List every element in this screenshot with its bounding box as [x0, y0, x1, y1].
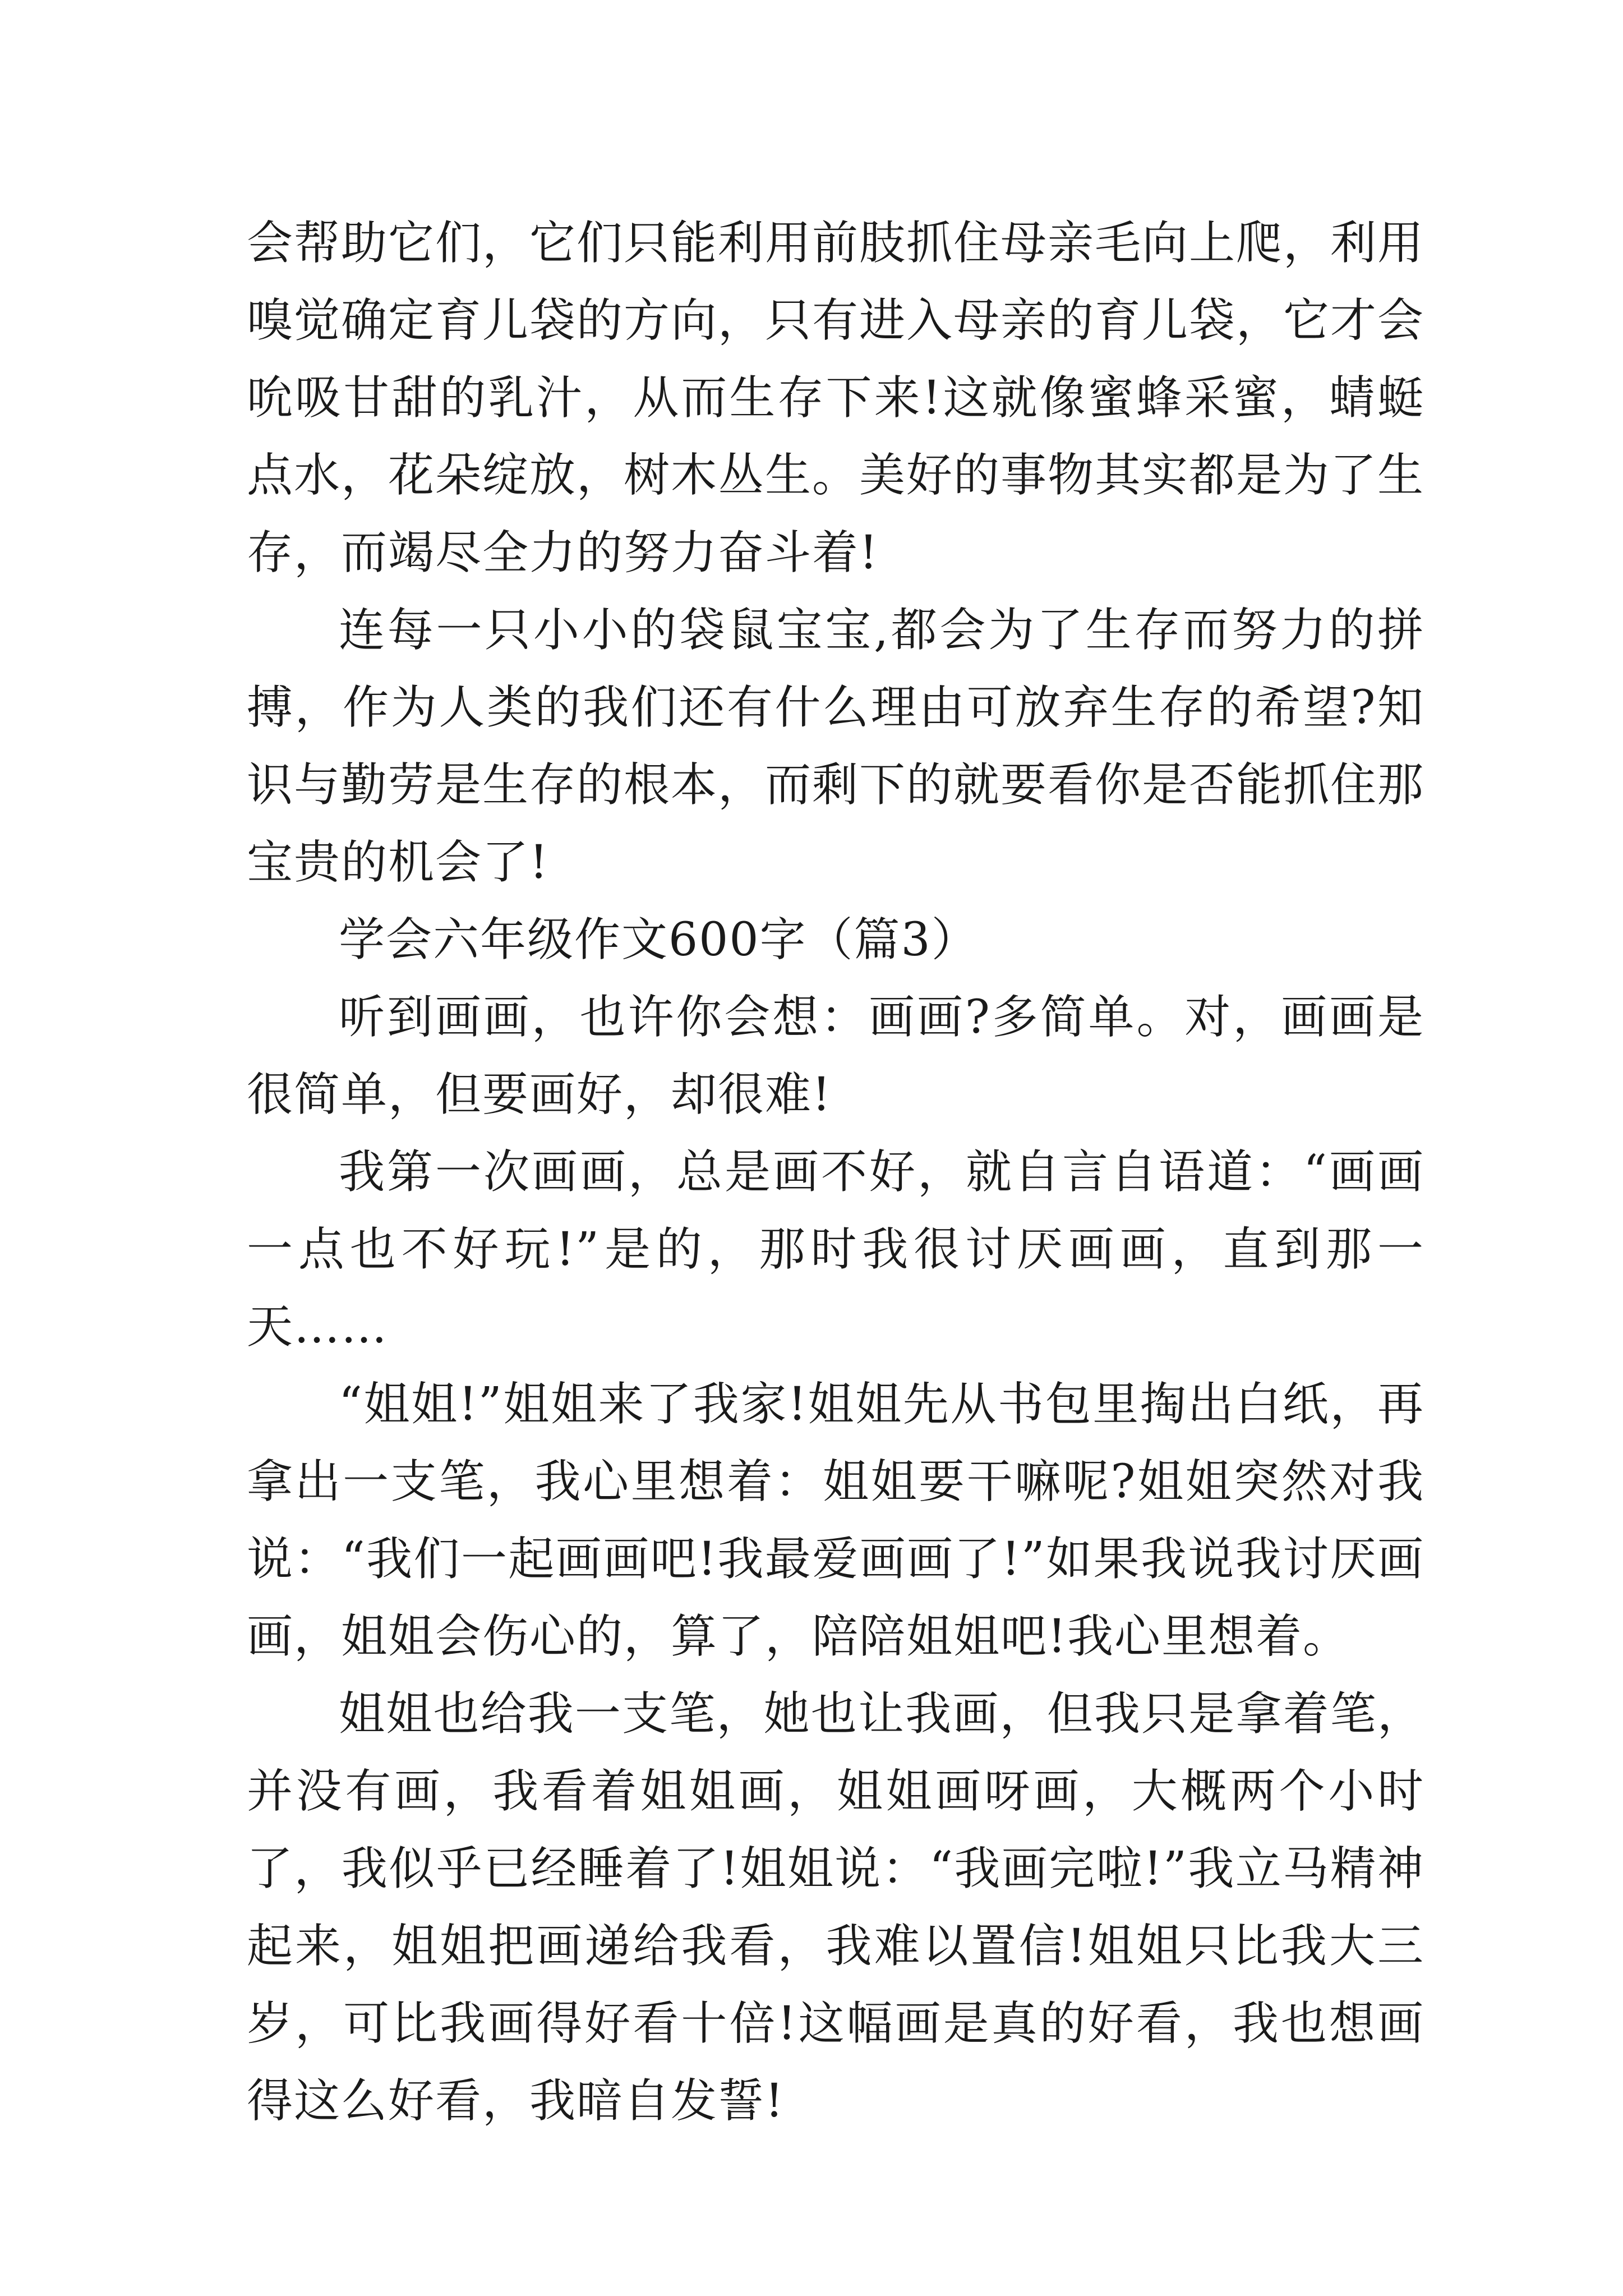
document-body [247, 205, 1424, 2140]
paragraph-first-drawing: 我第一次画画，总是画不好，就自言自语道：“画画一点也不好玩!”是的，那时我很讨厌画画，直到那一天…… [247, 1145, 1424, 1354]
paragraph-continuation: 会帮助它们，它们只能利用前肢抓住母亲毛向上爬，利用嗅觉确定育儿袋的方向，只有进入母亲的育儿袋，它才会吮吸甘甜的乳汁，从而生存下来!这就像蜜蜂采蜜，蜻蜓点水，花朵绽放，树木丛生。美好的事物其实都是为了生存，而竭尽全力的努力奋斗着! [247, 217, 1425, 579]
paragraph-drawing-intro: 听到画画，也许你会想：画画?多简单。对，画画是很简单，但要画好，却很难! [247, 991, 1424, 1121]
essay-heading: 学会六年级作文600字（篇3） [339, 913, 979, 967]
paragraph-sister-drawing: 姐姐也给我一支笔，她也让我画，但我只是拿着笔，并没有画，我看着姐姐画，姐姐画呀画，大概两个小时了，我似乎已经睡着了!姐姐说：“我画完啦!”我立马精神起来，姐姐把画递给我看，我难以置信!姐姐只比我大三岁，可比我画得好看十倍!这幅画是真的好看，我也想画得这么好看，我暗自发誓! [247, 1687, 1424, 2128]
paragraph-kangaroo-conclusion: 连每一只小小的袋鼠宝宝,都会为了生存而努力的拼搏，作为人类的我们还有什么理由可放弃生存的希望?知识与勤劳是生存的根本，而剩下的就要看你是否能抓住那宝贵的机会了! [247, 604, 1425, 889]
paragraph-sister-visit: “姐姐!”姐姐来了我家!姐姐先从书包里掏出白纸，再拿出一支笔，我心里想着：姐姐要干嘛呢?姐姐突然对我说：“我们一起画画吧!我最爱画画了!”如果我说我讨厌画画，姐姐会伤心的，算了，陪陪姐姐吧!我心里想着。 [247, 1378, 1424, 1663]
